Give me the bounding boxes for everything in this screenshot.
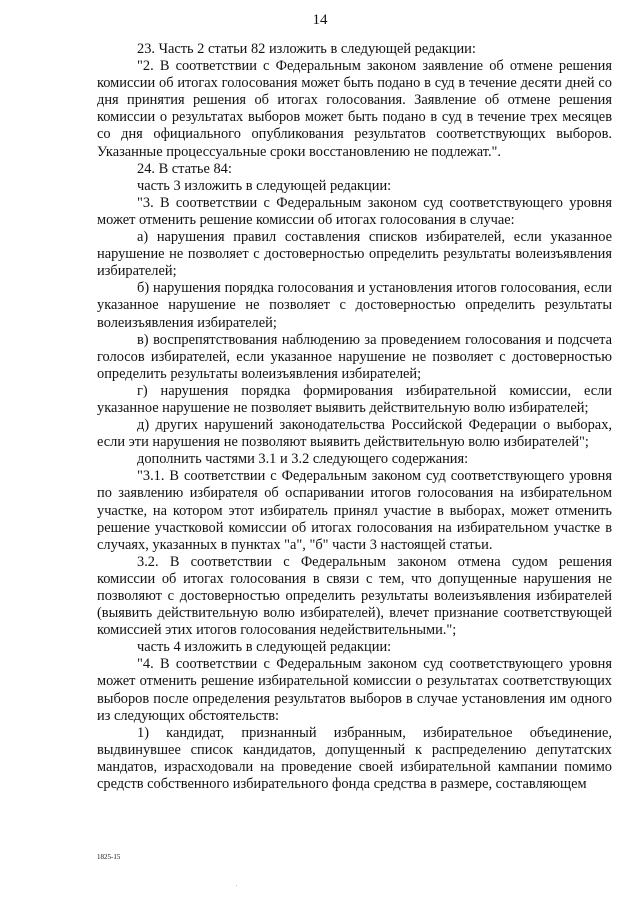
paragraph: д) других нарушений законодательства Российской Федерации о выборах, если эти нарушения не позволяют выявить действительную волю избирателей"; xyxy=(97,417,612,451)
paragraph: 24. В статье 84: xyxy=(137,160,232,177)
scan-speck xyxy=(236,885,237,886)
paragraph: в) воспрепятствования наблюдению за проведением голосования и подсчета голосов избирателей, если указанное нарушение не позволяет с достоверностью определить результаты волеизъявления избирателей; xyxy=(97,331,612,382)
paragraph: "3. В соответствии с Федеральным законом суд соответствующего уровня может отменить решение комиссии об итогах голосования в случае: xyxy=(97,194,612,228)
paragraph: г) нарушения порядка формирования избирательной комиссии, если указанное нарушение не позволяет выявить действительную волю избирателей; xyxy=(97,382,612,416)
document-body xyxy=(97,41,612,793)
paragraph: дополнить частями 3.1 и 3.2 следующего содержания: xyxy=(137,451,469,468)
page-number: 14 xyxy=(312,12,328,28)
paragraph: "2. В соответствии с Федеральным законом заявление об отмене решения комиссии об итогах голосования может быть подано в суд в течение десяти дней со дня принятия решения об итогах голосования. Заявление об отмене решения комиссии о результатах выборов может быть подано в суд в течение трех месяцев со дня официального опубликования результатов соответствующих выборов. Указанные процессуальные сроки восстановлению не подлежат.". xyxy=(97,58,612,160)
paragraph: "3.1. В соответствии с Федеральным законом суд соответствующего уровня по заявлению избирателя об оспаривании итогов голосования на избирательном участке, на котором этот избиратель принял участие в выборах, может отменить решение участковой комиссии об итогах голосования на избирательном участке в случаях, указанных в пунктах "а", "б" части 3 настоящей статьи. xyxy=(97,468,612,553)
paragraph: а) нарушения правил составления списков избирателей, если указанное нарушение не позволяет с достоверностью определить результаты волеизъявления избирателей; xyxy=(97,229,612,280)
paragraph: 23. Часть 2 статьи 82 изложить в следующей редакции: xyxy=(137,41,476,57)
paragraph: 1) кандидат, признанный избранным, избирательное объединение, выдвинувшее список кандидатов, допущенный к распределению депутатских мандатов, израсходовали на проведение своей избирательной кампании помимо средств собственного избирательного фонда средства в размере, составляющем xyxy=(97,724,612,793)
document-code: 1825-15 xyxy=(97,853,121,861)
paragraph: часть 4 изложить в следующей редакции: xyxy=(137,639,392,656)
paragraph: часть 3 изложить в следующей редакции: xyxy=(137,177,392,194)
paragraph: б) нарушения порядка голосования и установления итогов голосования, если указанное нарушение не позволяет с достоверностью определить результаты волеизъявления избирателей; xyxy=(97,280,612,331)
paragraph: 3.2. В соответствии с Федеральным законом отмена судом решения комиссии об итогах голосования в связи с тем, что допущенные нарушения не позволяют с достоверностью определить результаты волеизъявления избирателей (выявить действительную волю избирателей), влечет признание соответствующей комиссией этих итогов голосования недействительными."; xyxy=(97,553,612,639)
paragraph: "4. В соответствии с Федеральным законом суд соответствующего уровня может отменить решение избирательной комиссии о результатах соответствующих выборов после определения результатов выборов в случае установления им одного из следующих обстоятельств: xyxy=(97,656,612,724)
